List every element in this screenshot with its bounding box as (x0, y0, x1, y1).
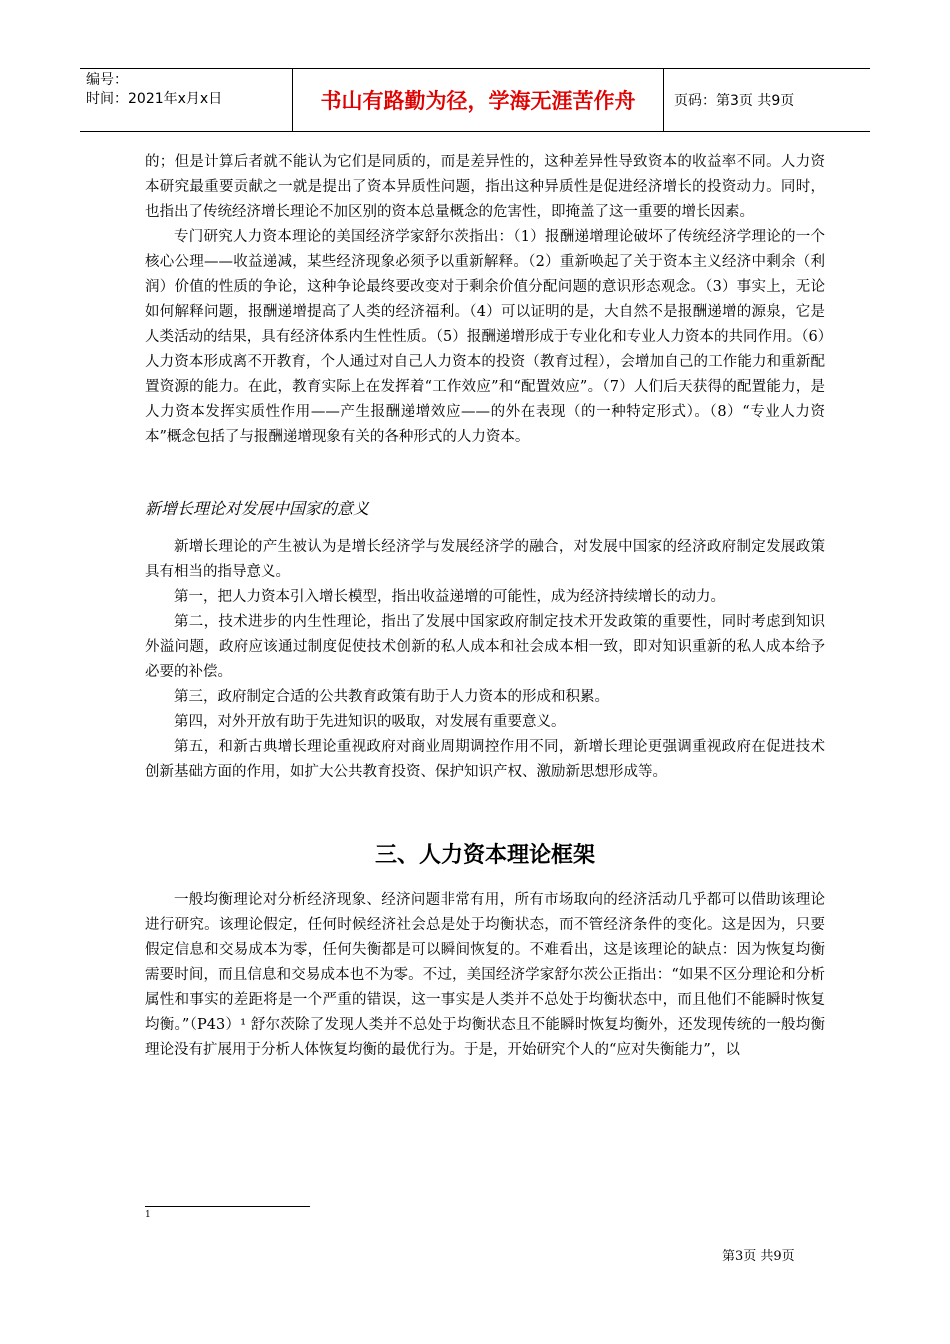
paragraph: 的；但是计算后者就不能认为它们是同质的，而是差异性的，这种差异性导致资本的收益率不同。人力资本研究最重要贡献之一就是提出了资本异质性问题，指出这种异质性是促进经济增长的投资动力。同时，也指出了传统经济增长理论不加区别的资本总量概念的危害性，即掩盖了这一重要的增长因素。 (145, 154, 825, 220)
footnote: 1 (145, 1210, 151, 1220)
page-header (80, 68, 870, 132)
paragraph: 第一，把人力资本引入增长模型，指出收益递增的可能性，成为经济持续增长的动力。 (174, 589, 725, 605)
paragraph: 第二，技术进步的内生性理论，指出了发展中国家政府制定技术开发政策的重要性，同时考虑到知识外溢问题，政府应该通过制度促使技术创新的私人成本和社会成本相一致，即对知识重新的私人成本给予必要的补偿。 (145, 614, 825, 680)
footnote-divider (145, 1206, 310, 1207)
section-title: 三、人力资本理论框架 (374, 843, 595, 868)
paragraph: 专门研究人力资本理论的美国经济学家舒尔茨指出：（1）报酬递增理论破坏了传统经济学理论的一个核心公理——收益递减，某些经济现象必须予以重新解释。（2）重新唤起了关于资本主义经济中剩余（利润）价值的性质的争论，这种争论最终要改变对于剩余价值分配问题的意识形态观念。（3）事实上，无论如何解释问题，报酬递增提高了人类的经济福利。（4）可以证明的是，大自然不是报酬递增的源泉，它是人类活动的结果，具有经济体系内生性性质。（5）报酬递增形成于专业化和专业人力资本的共同作用。（6）人力资本形成离不开教育，个人通过对自己人力资本的投资（教育过程），会增加自己的工作能力和重新配置资源的能力。在此，教育实际上在发挥着“工作效应”和“配置效应”。（7）人们后天获得的配置能力，是人力资本发挥实质性作用——产生报酬递增效应——的外在表现（的一种特定形式）。（8）“专业人力资本”概念包括了与报酬递增现象有关的各种形式的人力资本。 (145, 229, 825, 445)
paragraph: 第四，对外开放有助于先进知识的吸取，对发展有重要意义。 (174, 714, 566, 730)
time-label: 时间：2021年x月x日 (86, 91, 223, 107)
subheading: 新增长理论对发展中国家的意义 (145, 499, 370, 518)
document-body (145, 150, 825, 1063)
paragraph: 第五，和新古典增长理论重视政府对商业周期调控作用不同，新增长理论更强调重视政府在促进技术创新基础方面的作用，如扩大公共教育投资、保护知识产权、激励新思想形成等。 (145, 739, 825, 780)
page-info: 页码：第3页 共9页 (674, 93, 795, 109)
number-label: 编号： (86, 72, 128, 88)
paragraph: 一般均衡理论对分析经济现象、经济问题非常有用，所有市场取向的经济活动几乎都可以借助该理论进行研究。该理论假定，任何时候经济社会总是处于均衡状态，而不管经济条件的变化。这是因为，只要假定信息和交易成本为零，任何失衡都是可以瞬间恢复的。不难看出，这是该理论的缺点：因为恢复均衡需要时间，而且信息和交易成本也不为零。不过，美国经济学家舒尔茨公正指出：“如果不区分理论和分析属性和事实的差距将是一个严重的错误，这一事实是人类并不总处于均衡状态中，而且他们不能瞬时恢复均衡。”（P43）¹ 舒尔茨除了发现人类并不总处于均衡状态且不能瞬时恢复均衡外，还发现传统的一般均衡理论没有扩展用于分析人体恢复均衡的最优行为。于是，开始研究个人的“应对失衡能力”，以 (145, 892, 825, 1058)
motto: 书山有路勤为径，学海无涯苦作舟 (292, 69, 664, 131)
header-meta (80, 69, 292, 131)
paragraph: 第三，政府制定合适的公共教育政策有助于人力资本的形成和积累。 (174, 689, 609, 705)
page-footer: 第3页 共9页 (722, 1249, 795, 1264)
paragraph: 新增长理论的产生被认为是增长经济学与发展经济学的融合，对发展中国家的经济政府制定发展政策具有相当的指导意义。 (145, 539, 825, 580)
